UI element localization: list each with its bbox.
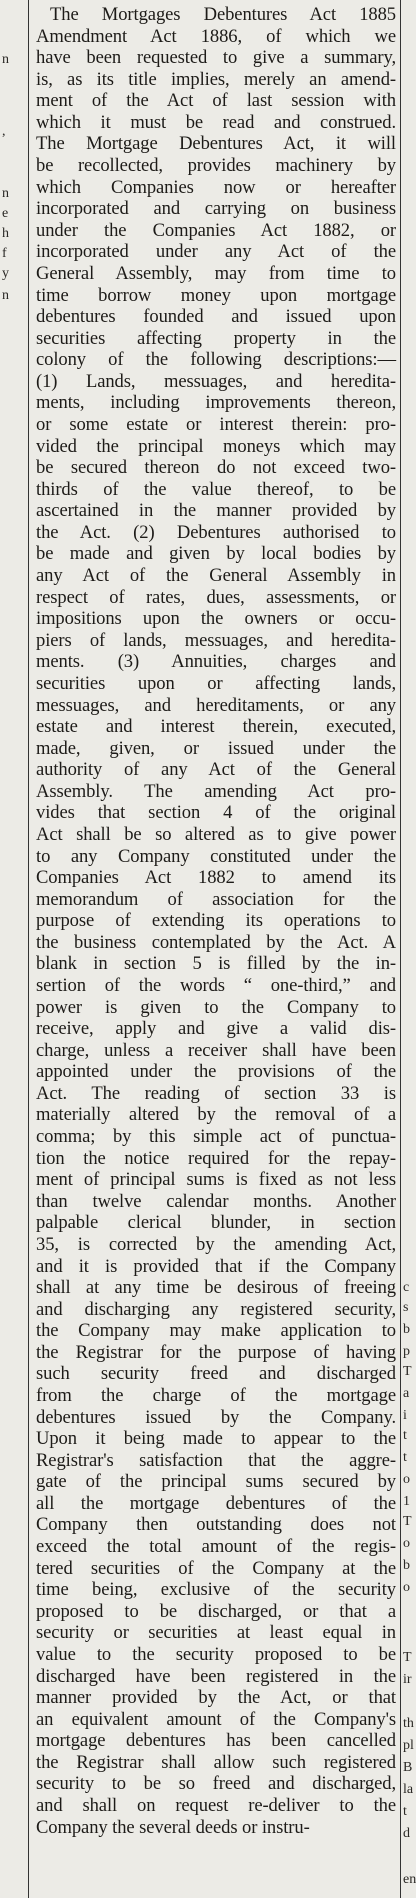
article-line: blank in section 5 is filled by the in- (36, 953, 396, 975)
article-line: be made and given by local bodies by (36, 543, 396, 565)
article-line: time being, exclusive of the security (36, 1579, 396, 1601)
margin-fragment: o (403, 1536, 410, 1551)
margin-fragment: c (403, 1280, 410, 1295)
article-line: Upon it being made to appear to the (36, 1428, 396, 1450)
article-line: discharged have been registered in the (36, 1665, 396, 1687)
article-line: which Companies now or hereafter (36, 176, 396, 198)
margin-fragment: s (403, 1300, 409, 1315)
article-line: an equivalent amount of the Company's (36, 1708, 396, 1730)
article-line: piers of lands, messuages, and heredita- (36, 629, 396, 651)
article-line: the Act. (2) Debentures authorised to (36, 521, 396, 543)
article-line: Company the several deeds or instru- (36, 1816, 310, 1838)
article-line: from the charge of the mortgage (36, 1385, 396, 1406)
margin-fragment: e (2, 206, 9, 221)
article-line: to any Company constituted under the (36, 845, 396, 867)
article-line: estate and interest therein, executed, (36, 716, 396, 738)
margin-fragment: i (403, 1408, 407, 1423)
article-line: such security freed and discharged (36, 1363, 396, 1385)
article-line: manner provided by the Act, or that (36, 1687, 396, 1709)
article-line: under the Companies Act 1882, or (36, 219, 396, 241)
margin-fragment: t (403, 1450, 407, 1465)
article-line: Registrar's satisfaction that the aggre- (36, 1449, 396, 1471)
margin-fragment: en (403, 1872, 416, 1887)
article-line: incorporated and carrying on business (36, 198, 396, 220)
article-line: charge, unless a receiver shall have been (36, 1039, 396, 1061)
article-line: have been requested to give a summary, (36, 47, 396, 69)
article-line: Amendment Act 1886, of which we (36, 25, 396, 47)
margin-fragment: b (403, 1322, 410, 1337)
article-line: time borrow money upon mortgage (36, 284, 396, 306)
article-line: gate of the principal sums secured by (36, 1471, 396, 1493)
article-line: tered securities of the Company at the (36, 1557, 396, 1579)
margin-fragment: n (2, 186, 9, 201)
margin-fragment: y (2, 266, 9, 281)
article-line: exceed the total amount of the regis- (36, 1536, 396, 1558)
article-line: tion the notice required for the repay- (36, 1147, 396, 1169)
article-line: sertion of the words “ one-third,” and (36, 975, 396, 997)
article-body (36, 4, 396, 1838)
article-line: receive, apply and give a valid dis- (36, 1018, 396, 1040)
article-line: authority of any Act of the General (36, 759, 396, 781)
article-line: any Act of the General Assembly in (36, 565, 396, 587)
article-line: ments, including improvements thereon, (36, 392, 396, 414)
article-line: all the mortgage debentures of the (36, 1492, 396, 1514)
margin-fragment: a (403, 1386, 410, 1401)
margin-fragment: ir (403, 1672, 412, 1687)
article-line: General Assembly, may from time to (36, 262, 396, 284)
article-line: The Mortgage Debentures Act, it will (36, 133, 396, 155)
article-line: securities affecting property in the (36, 327, 396, 349)
article-line: and discharging any registered security, (36, 1298, 396, 1320)
article-line: shall at any time be desirous of freeing (36, 1277, 396, 1299)
article-line: debentures issued by the Company. (36, 1406, 396, 1428)
article-line: securities upon or affecting lands, (36, 672, 396, 694)
margin-fragment: pl (403, 1738, 414, 1753)
article-line: respect of rates, dues, assessments, or (36, 586, 396, 608)
article-line: security or securities at least equal in (36, 1622, 396, 1644)
margin-fragment: la (403, 1782, 414, 1797)
article-line: proposed to be discharged, or that a (36, 1600, 396, 1622)
margin-fragment: p (403, 1344, 410, 1359)
article-line: value to the security proposed to be (36, 1643, 396, 1665)
margin-fragment: 1 (403, 1494, 410, 1509)
article-line: Companies Act 1882 to amend its (36, 867, 396, 889)
article-line: The Mortgages Debentures Act 1885 (50, 4, 396, 25)
margin-fragment: , (2, 124, 6, 139)
article-line: Act shall be so altered as to give power (36, 823, 396, 845)
article-line: security to be so freed and discharged, (36, 1773, 396, 1795)
article-line: Assembly. The amending Act pro- (36, 780, 396, 802)
article-line: colony of the following descriptions:— (36, 349, 396, 371)
article-line: and shall on request re-deliver to the (36, 1794, 396, 1816)
article-line: memorandum of association for the (36, 888, 396, 910)
article-line: palpable clerical blunder, in section (36, 1212, 396, 1234)
margin-fragment: th (403, 1716, 414, 1731)
article-line: the Company may make application to (36, 1320, 396, 1342)
column-rule-left (28, 0, 29, 1898)
article-line: the Registrar for the purpose of having (36, 1341, 396, 1363)
margin-fragment: f (2, 246, 7, 261)
article-line: ment of the Act of last session with (36, 90, 396, 112)
article-line: incorporated under any Act of the (36, 241, 396, 263)
margin-fragment: T (403, 1514, 412, 1529)
article-line: (1) Lands, messuages, and heredita- (36, 370, 396, 392)
article-line: mortgage debentures has been cancelled (36, 1730, 396, 1752)
article-line: be secured thereon do not exceed two- (36, 457, 396, 479)
article-line: vides that section 4 of the original (36, 802, 396, 824)
article-line: power is given to the Company to (36, 996, 396, 1018)
article-line: or some estate or interest therein: pro- (36, 413, 396, 435)
article-line: ascertained in the manner provided by (36, 500, 396, 522)
margin-fragment: b (403, 1558, 410, 1573)
margin-fragment: B (403, 1760, 413, 1775)
article-line: is, as its title implies, merely an amend- (36, 68, 396, 90)
article-line: than twelve calendar months. Another (36, 1190, 396, 1212)
article-line: comma; by this simple act of punctua- (36, 1126, 396, 1148)
margin-fragment: n (2, 288, 9, 303)
article-line: 35, is corrected by the amending Act, (36, 1233, 396, 1255)
column-rule-right (400, 0, 401, 1898)
article-line: materially altered by the removal of a (36, 1104, 396, 1126)
article-line: ments. (3) Annuities, charges and (36, 651, 396, 673)
margin-fragment: t (403, 1804, 407, 1819)
article-line: vided the principal moneys which may (36, 435, 396, 457)
article-line: purpose of extending its operations to (36, 910, 396, 932)
article-line: debentures founded and issued upon (36, 306, 396, 328)
margin-fragment: d (403, 1826, 410, 1841)
article-line: the Registrar shall allow such registered (36, 1751, 396, 1773)
margin-fragment: h (2, 226, 9, 241)
article-line: ment of principal sums is fixed as not less (36, 1169, 396, 1191)
margin-fragment: o (403, 1472, 410, 1487)
article-line: and it is provided that if the Company (36, 1255, 396, 1277)
article-line: made, given, or issued under the (36, 737, 396, 759)
article-line: be recollected, provides machinery by (36, 155, 396, 177)
margin-fragment: o (403, 1580, 410, 1595)
margin-fragment: n (2, 52, 9, 67)
article-line: Company then outstanding does not (36, 1514, 396, 1536)
article-line: which it must be read and construed. (36, 111, 396, 133)
margin-fragment: T (403, 1650, 412, 1665)
article-line: Act. The reading of section 33 is (36, 1082, 396, 1104)
article-line: appointed under the provisions of the (36, 1061, 396, 1083)
margin-fragment: T (403, 1364, 412, 1379)
article-line: thirds of the value thereof, to be (36, 478, 396, 500)
article-line: messuages, and hereditaments, or any (36, 694, 396, 716)
margin-fragment: t (403, 1428, 407, 1443)
article-line: the business contemplated by the Act. A (36, 931, 396, 953)
article-line: impositions upon the owners or occu- (36, 608, 396, 630)
